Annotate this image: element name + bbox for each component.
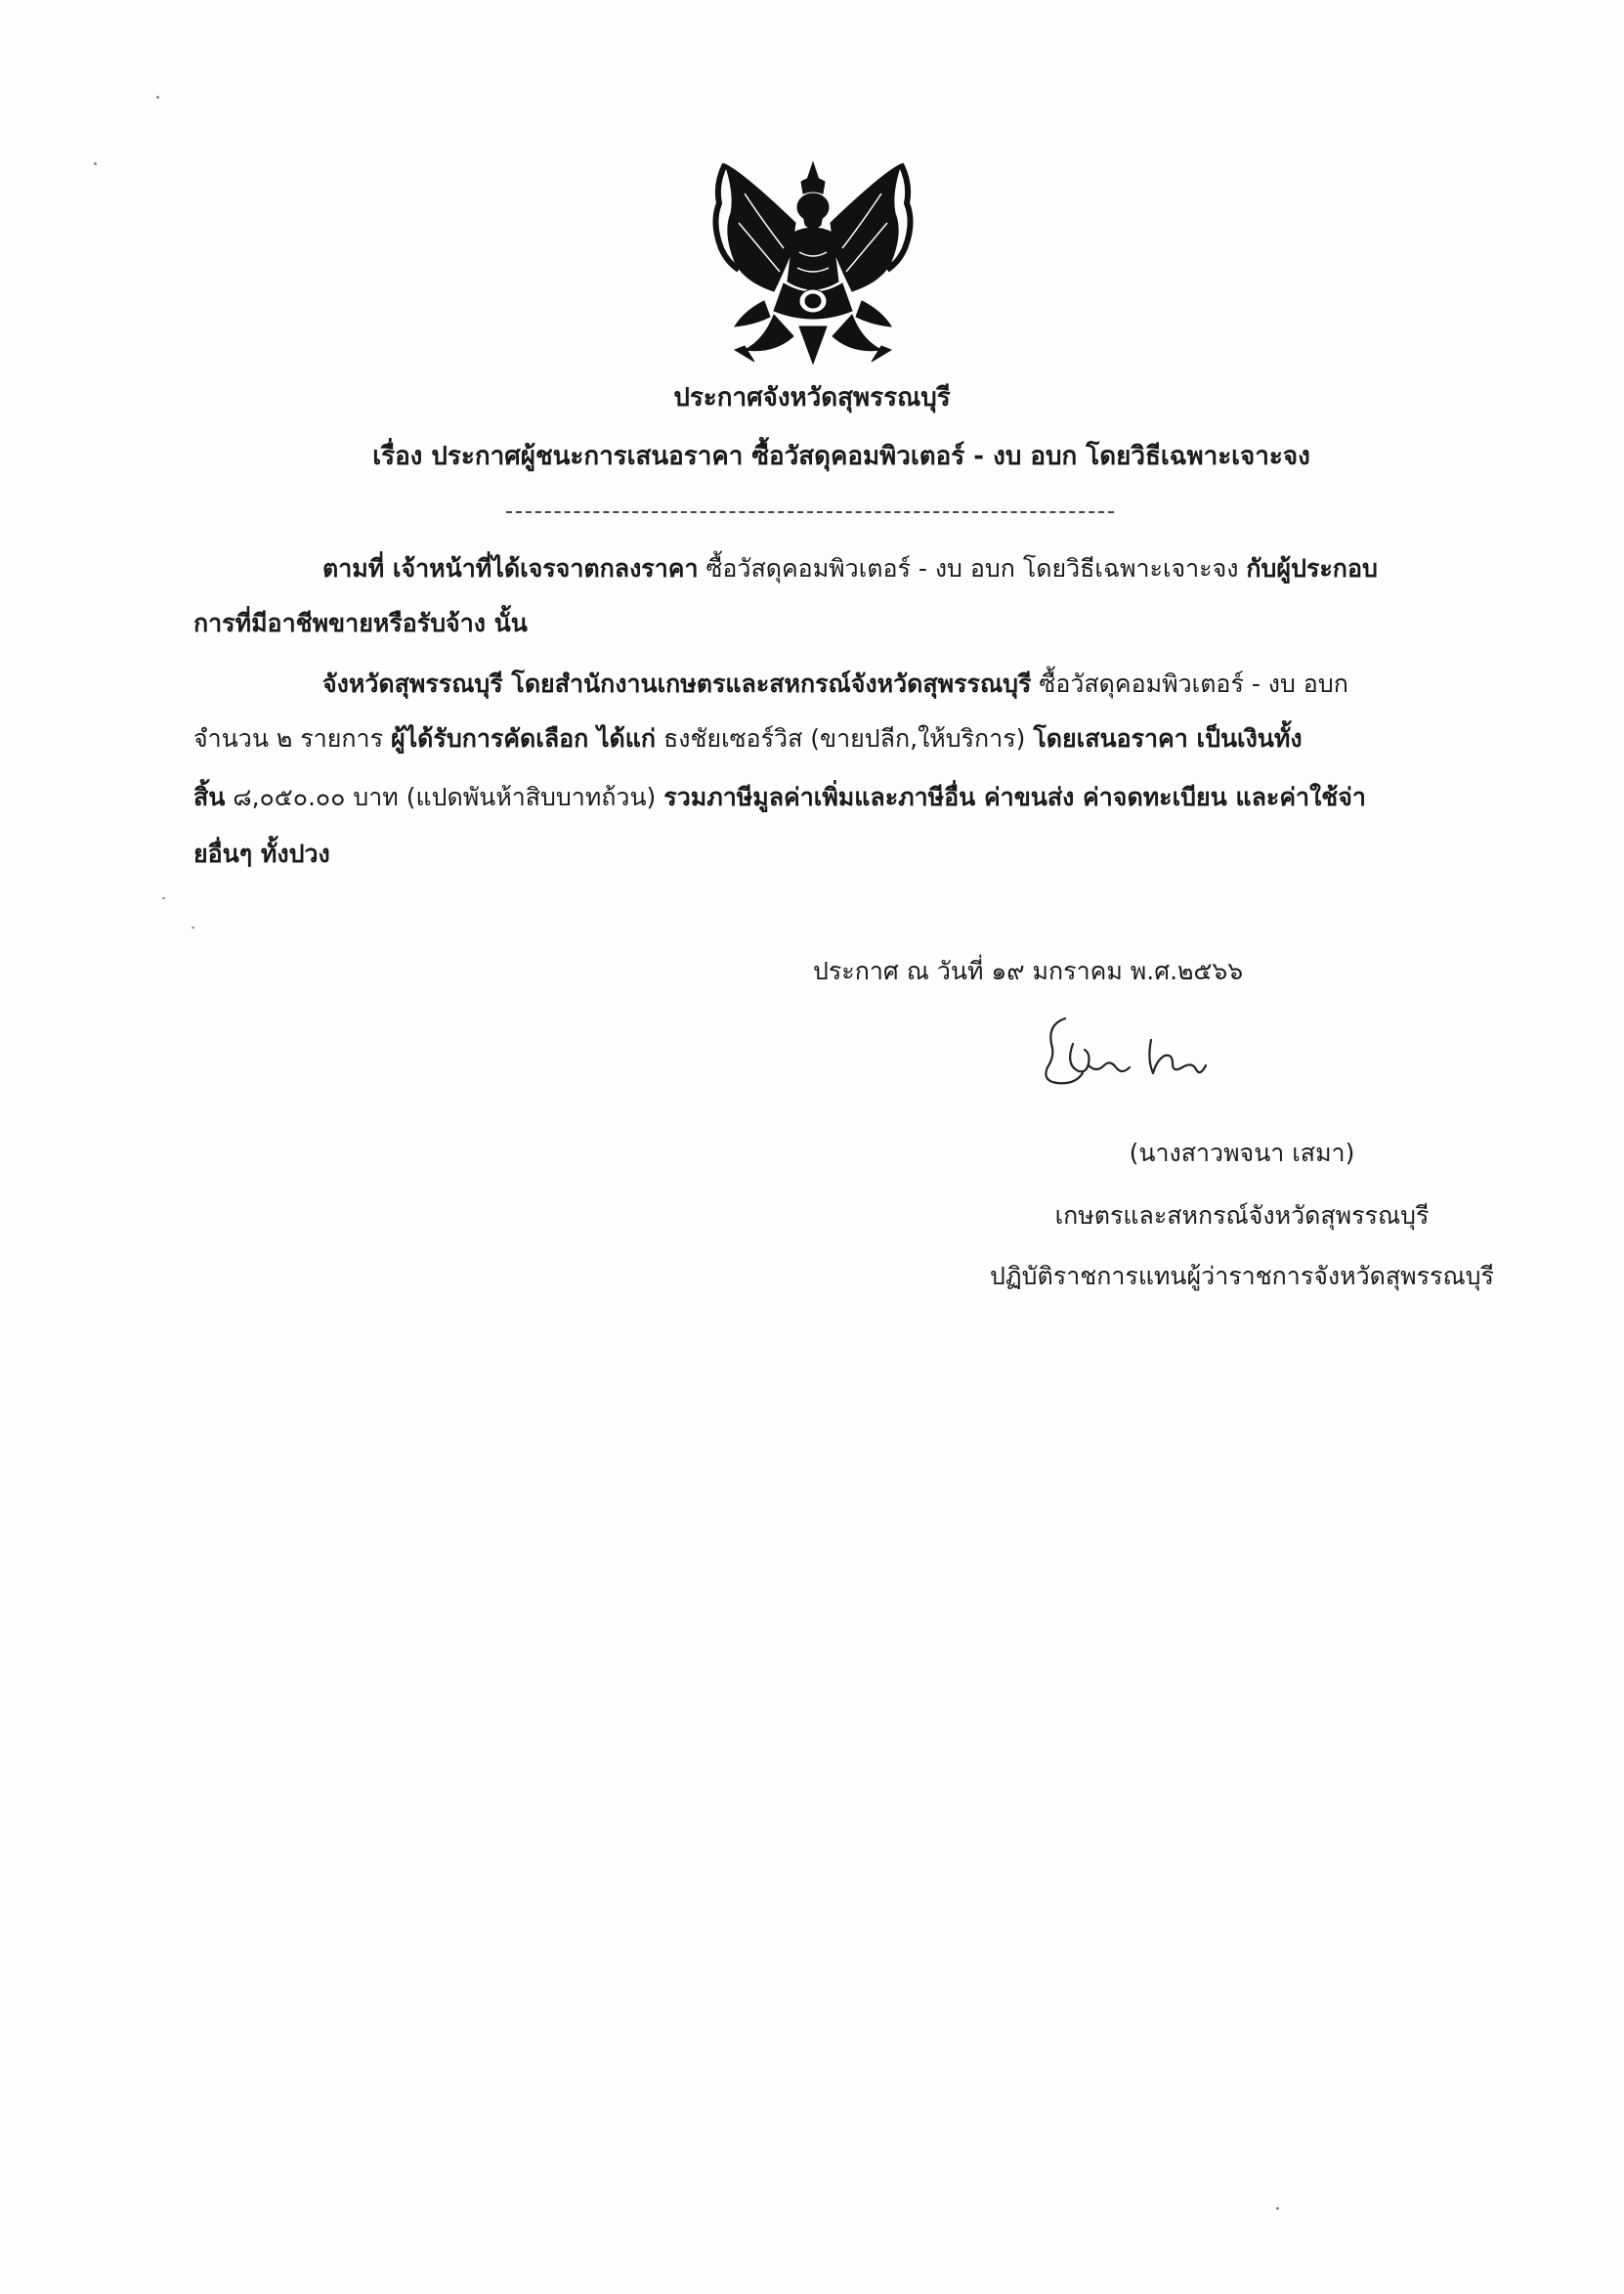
document-title: ประกาศจังหวัดสุพรรณบุรี bbox=[673, 383, 951, 412]
body-text-bold: รวมภาษีมูลค่าเพิ่มและภาษีอื่น ค่าขนส่ง ค่าจดทะเบียน และค่าใช้จ่า bbox=[663, 783, 1366, 811]
body-text-bold: จังหวัดสุพรรณบุรี โดยสำนักงานเกษตรและสหกรณ์จังหวัดสุพรรณบุรี bbox=[322, 670, 1032, 698]
body-paragraph-2-line-2 bbox=[193, 723, 1303, 755]
scan-speck bbox=[156, 96, 159, 99]
body-text-bold: สิ้น bbox=[193, 783, 226, 811]
body-text: ธงชัยเซอร์วิส (ขายปลีก,ให้บริการ) bbox=[656, 724, 1034, 753]
body-paragraph-1-line-1 bbox=[322, 553, 1378, 584]
handwritten-signature bbox=[1026, 1005, 1241, 1103]
body-text-bold: โดยเสนอราคา เป็นเงินทั้ง bbox=[1033, 724, 1303, 753]
document-subject: เรื่อง ประกาศผู้ชนะการเสนอราคา ซื้อวัสดุคอมพิวเตอร์ - งบ อบก โดยวิธีเฉพาะเจาะจง bbox=[372, 442, 1310, 471]
signatory-name: (นางสาวพจนา เสมา) bbox=[1129, 1139, 1355, 1167]
body-paragraph-2-line-1 bbox=[322, 669, 1348, 700]
scan-speck bbox=[94, 162, 97, 165]
body-paragraph-2-line-4 bbox=[193, 839, 330, 870]
body-paragraph-2-line-3 bbox=[193, 782, 1366, 813]
scan-speck bbox=[192, 927, 194, 929]
body-text: ๘,๐๕๐.๐๐ บาท (แปดพันห้าสิบบาทถ้วน) bbox=[225, 783, 664, 811]
body-text-bold: ผู้ได้รับการคัดเลือก ได้แก่ bbox=[390, 724, 657, 753]
announcement-date: ประกาศ ณ วันที่ ๑๙ มกราคม พ.ศ.๒๕๖๖ bbox=[813, 957, 1244, 985]
body-text-bold: การที่มีอาชีพขายหรือรับจ้าง นั้น bbox=[193, 609, 528, 637]
signatory-position: เกษตรและสหกรณ์จังหวัดสุพรรณบุรี bbox=[1054, 1201, 1430, 1230]
body-text-bold: กับผู้ประกอบ bbox=[1246, 554, 1378, 583]
body-text-bold: ตามที่ เจ้าหน้าที่ได้เจรจาตกลงราคา bbox=[322, 554, 699, 583]
scan-speck bbox=[162, 897, 165, 899]
signatory-acting-position: ปฏิบัติราชการแทนผู้ว่าราชการจังหวัดสุพรรณบุรี bbox=[990, 1262, 1494, 1290]
body-text-bold: ยอื่นๆ ทั้งปวง bbox=[193, 840, 330, 868]
scan-speck bbox=[1276, 2207, 1279, 2210]
divider bbox=[506, 511, 1114, 513]
body-text: ซื้อวัสดุคอมพิวเตอร์ - งบ อบก โดยวิธีเฉพาะเจาะจง bbox=[698, 554, 1247, 583]
body-paragraph-1-line-2 bbox=[193, 608, 528, 639]
body-text: ซื้อวัสดุคอมพิวเตอร์ - งบ อบก bbox=[1031, 670, 1348, 698]
garuda-emblem-icon bbox=[705, 154, 920, 369]
body-text: จำนวน ๒ รายการ bbox=[193, 724, 391, 753]
